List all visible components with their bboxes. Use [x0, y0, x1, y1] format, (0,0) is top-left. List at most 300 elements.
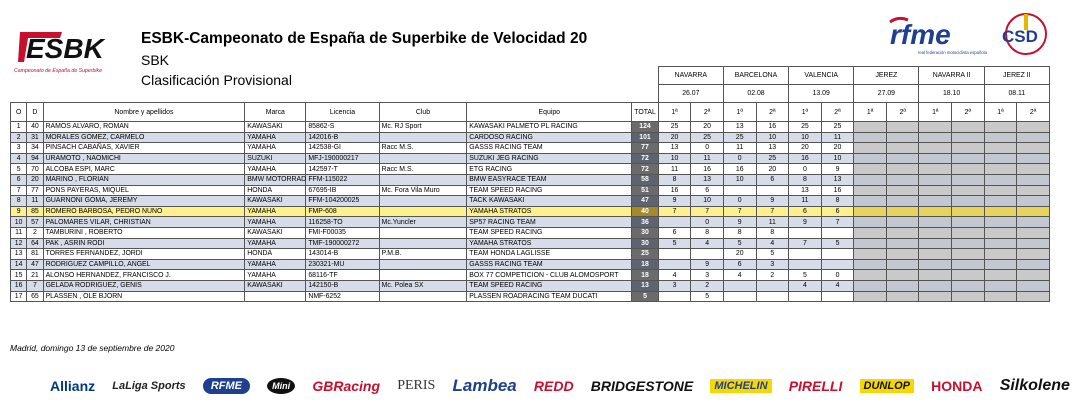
race-label: 1ª — [854, 103, 887, 122]
cell-brand: YAMAHA — [245, 206, 306, 217]
event-date: 18.10 — [919, 85, 984, 103]
cell-club — [379, 259, 467, 270]
cell-points: 2 — [691, 280, 724, 291]
cell-points: 4 — [821, 280, 854, 291]
cell-points — [952, 143, 985, 154]
cell-license: FMP-608 — [306, 206, 379, 217]
table-row — [11, 227, 1050, 238]
cell-license: 116258-TO — [306, 217, 379, 228]
cell-points — [984, 227, 1017, 238]
cell-club — [379, 132, 467, 143]
cell-name: ALCOBA ESPI, MARC — [43, 164, 245, 175]
cell-total: 40 — [632, 206, 658, 217]
esbk-logo-sub: Campeonato de España de Superbike — [14, 68, 102, 74]
cell-team: CARDOSO RACING — [467, 132, 632, 143]
cell-points: 13 — [723, 122, 756, 133]
cell-points: 2 — [756, 270, 789, 281]
cell-team: YAMAHA STRATOS — [467, 206, 632, 217]
cell-name: MARINO , FLORIAN — [43, 174, 245, 185]
cell-points: 6 — [821, 206, 854, 217]
cell-license: 142150-B — [306, 280, 379, 291]
cell-o: 4 — [11, 153, 27, 164]
cell-points: 25 — [658, 122, 691, 133]
cell-points — [1017, 196, 1050, 207]
event-date: 02.08 — [723, 85, 788, 103]
cell-points — [952, 270, 985, 281]
cell-total: 25 — [632, 249, 658, 260]
cell-brand: YAMAHA — [245, 143, 306, 154]
table-row — [11, 217, 1050, 228]
sponsor-logo: Mini — [267, 378, 295, 394]
cell-name: MORALES GOMEZ, CARMELO — [43, 132, 245, 143]
cell-points — [886, 227, 919, 238]
cell-points — [1017, 280, 1050, 291]
table-row — [11, 238, 1050, 249]
cell-points: 9 — [723, 217, 756, 228]
cell-points — [658, 217, 691, 228]
cell-name: GELADA RODRIGUEZ, GENIS — [43, 280, 245, 291]
cell-points — [919, 122, 952, 133]
cell-club: Mc. Fora Vila Muro — [379, 185, 467, 196]
cell-points — [952, 227, 985, 238]
table-row — [11, 206, 1050, 217]
col-header-brand: Marca — [245, 103, 306, 122]
cell-points — [886, 185, 919, 196]
cell-points — [1017, 249, 1050, 260]
cell-points — [886, 122, 919, 133]
cell-points: 5 — [723, 238, 756, 249]
cell-points: 9 — [658, 196, 691, 207]
cell-total: 30 — [632, 238, 658, 249]
cell-points — [1017, 122, 1050, 133]
table-row — [11, 164, 1050, 175]
cell-points: 4 — [789, 280, 822, 291]
cell-club: Mc. RJ Sport — [379, 122, 467, 133]
cell-points: 11 — [821, 132, 854, 143]
cell-points — [984, 174, 1017, 185]
cell-o: 6 — [11, 174, 27, 185]
cell-brand: KAWASAKI — [245, 196, 306, 207]
cell-points: 5 — [691, 291, 724, 302]
cell-name: GUARNONI GOMA, JEREMY — [43, 196, 245, 207]
sponsor-logo: BRIDGESTONE — [590, 378, 694, 394]
cell-points: 8 — [821, 196, 854, 207]
cell-points: 25 — [789, 122, 822, 133]
cell-points: 20 — [756, 164, 789, 175]
cell-points — [1017, 227, 1050, 238]
cell-points: 16 — [691, 164, 724, 175]
sponsor-logo: Allianz — [50, 378, 96, 394]
cell-points — [984, 132, 1017, 143]
cell-points — [821, 259, 854, 270]
cell-points: 3 — [658, 280, 691, 291]
cell-o: 1 — [11, 122, 27, 133]
cell-brand: YAMAHA — [245, 259, 306, 270]
cell-points: 4 — [691, 238, 724, 249]
cell-total: 51 — [632, 185, 658, 196]
cell-brand: HONDA — [245, 249, 306, 260]
sponsor-logo: MICHELIN — [710, 379, 771, 393]
race-label: 2ª — [952, 103, 985, 122]
cell-points — [984, 280, 1017, 291]
cell-points — [984, 249, 1017, 260]
cell-points: 0 — [723, 196, 756, 207]
cell-points — [886, 164, 919, 175]
cell-points — [952, 122, 985, 133]
cell-points: 16 — [658, 185, 691, 196]
cell-team: GASSS RACING TEAM — [467, 143, 632, 154]
cell-points — [821, 227, 854, 238]
event-date: 08.11 — [984, 85, 1049, 103]
cell-points — [854, 206, 887, 217]
cell-points — [1017, 132, 1050, 143]
cell-d: 31 — [27, 132, 43, 143]
cell-points — [756, 280, 789, 291]
sponsor-logo: GBRacing — [312, 378, 381, 394]
cell-points: 6 — [691, 185, 724, 196]
cell-points — [691, 249, 724, 260]
cell-brand: KAWASAKI — [245, 227, 306, 238]
cell-points — [952, 206, 985, 217]
cell-points — [854, 196, 887, 207]
cell-license: 142597-T — [306, 164, 379, 175]
cell-points: 25 — [821, 122, 854, 133]
cell-team: SP57 RACING TEAM — [467, 217, 632, 228]
cell-o: 15 — [11, 270, 27, 281]
cell-total: 5 — [632, 291, 658, 302]
cell-points: 25 — [723, 132, 756, 143]
cell-points — [821, 291, 854, 302]
cell-total: 72 — [632, 164, 658, 175]
cell-brand — [245, 291, 306, 302]
cell-points — [952, 238, 985, 249]
cell-brand: SUZUKI — [245, 153, 306, 164]
cell-points: 10 — [789, 132, 822, 143]
cell-points: 16 — [723, 164, 756, 175]
cell-points — [658, 291, 691, 302]
cell-points — [952, 249, 985, 260]
event-name: JEREZ II — [984, 67, 1049, 85]
cell-points: 20 — [821, 143, 854, 154]
event-date: 27.09 — [854, 85, 919, 103]
cell-points — [1017, 217, 1050, 228]
category-label: SBK — [141, 52, 170, 68]
cell-points: 13 — [658, 143, 691, 154]
event-name: NAVARRA — [658, 67, 723, 85]
cell-points — [789, 259, 822, 270]
cell-club — [379, 174, 467, 185]
table-row — [11, 132, 1050, 143]
cell-team: BMW EASYRACE TEAM — [467, 174, 632, 185]
cell-total: 13 — [632, 280, 658, 291]
cell-points: 3 — [756, 259, 789, 270]
cell-points — [723, 185, 756, 196]
cell-points — [854, 291, 887, 302]
cell-points — [854, 217, 887, 228]
cell-points: 4 — [658, 270, 691, 281]
cell-points: 20 — [691, 122, 724, 133]
col-header-license: Licencia — [306, 103, 379, 122]
cell-club: Mc.Yuncler — [379, 217, 467, 228]
cell-points — [984, 153, 1017, 164]
cell-brand: HONDA — [245, 185, 306, 196]
race-label: 2ª — [1017, 103, 1050, 122]
race-label: 2ª — [691, 103, 724, 122]
cell-name: PINSACH CABAÑAS, XAVIER — [43, 143, 245, 154]
cell-o: 2 — [11, 132, 27, 143]
cell-name: PLASSEN , OLE BJORN — [43, 291, 245, 302]
cell-team: PLASSEN ROADRACING TEAM DUCATI — [467, 291, 632, 302]
cell-points — [886, 291, 919, 302]
cell-points: 25 — [691, 132, 724, 143]
cell-brand: YAMAHA — [245, 164, 306, 175]
event-name: BARCELONA — [723, 67, 788, 85]
cell-license: NMF-6252 — [306, 291, 379, 302]
cell-team: KAWASAKI PALMETO PL RACING — [467, 122, 632, 133]
event-name: VALENCIA — [789, 67, 854, 85]
cell-points — [854, 249, 887, 260]
cell-license: 143014-B — [306, 249, 379, 260]
cell-name: RODRIGUEZ CAMPILLO, ANGEL — [43, 259, 245, 270]
cell-points: 5 — [789, 270, 822, 281]
column-header-row — [11, 103, 1050, 122]
race-label: 1ª — [984, 103, 1017, 122]
race-label: 1ª — [723, 103, 756, 122]
cell-points: 0 — [723, 153, 756, 164]
cell-points — [919, 249, 952, 260]
race-label: 1ª — [658, 103, 691, 122]
cell-name: PONS PAYERAS, MIQUEL — [43, 185, 245, 196]
cell-points — [919, 164, 952, 175]
event-dates-row — [11, 85, 1050, 103]
cell-d: 70 — [27, 164, 43, 175]
cell-points — [952, 132, 985, 143]
cell-points: 13 — [789, 185, 822, 196]
cell-name: TORRES FERNANDEZ, JORDI — [43, 249, 245, 260]
cell-o: 13 — [11, 249, 27, 260]
cell-points: 8 — [723, 227, 756, 238]
cell-points — [886, 270, 919, 281]
cell-brand: BMW MOTORRAD — [245, 174, 306, 185]
cell-total: 124 — [632, 122, 658, 133]
cell-points — [984, 164, 1017, 175]
cell-points: 20 — [723, 249, 756, 260]
cell-points — [1017, 238, 1050, 249]
cell-license: 85862-S — [306, 122, 379, 133]
cell-points — [984, 217, 1017, 228]
cell-points — [756, 185, 789, 196]
cell-points — [919, 132, 952, 143]
table-row — [11, 174, 1050, 185]
cell-d: 65 — [27, 291, 43, 302]
table-row — [11, 291, 1050, 302]
cell-name: TAMBURINI , ROBERTO — [43, 227, 245, 238]
cell-d: 94 — [27, 153, 43, 164]
cell-d: 20 — [27, 174, 43, 185]
cell-points — [919, 143, 952, 154]
cell-points — [984, 185, 1017, 196]
sponsor-logo: LaLiga Sports — [112, 380, 186, 392]
results-body — [11, 67, 1050, 302]
cell-points — [952, 153, 985, 164]
cell-club — [379, 196, 467, 207]
cell-team: YAMAHA STRATOS — [467, 238, 632, 249]
table-row — [11, 122, 1050, 133]
cell-points: 11 — [691, 153, 724, 164]
cell-points — [789, 227, 822, 238]
cell-points — [1017, 291, 1050, 302]
cell-points — [854, 164, 887, 175]
cell-points: 9 — [789, 217, 822, 228]
cell-club: Mc. Polea SX — [379, 280, 467, 291]
results-table — [10, 66, 1050, 302]
cell-points: 0 — [789, 164, 822, 175]
cell-points: 10 — [691, 196, 724, 207]
cell-points — [952, 291, 985, 302]
cell-points — [919, 270, 952, 281]
table-row — [11, 280, 1050, 291]
sponsor-logo: PIRELLI — [788, 378, 843, 394]
cell-points — [952, 196, 985, 207]
cell-points — [952, 259, 985, 270]
cell-d: 21 — [27, 270, 43, 281]
cell-points — [723, 280, 756, 291]
cell-license: 142016-B — [306, 132, 379, 143]
cell-club — [379, 227, 467, 238]
cell-points: 9 — [691, 259, 724, 270]
cell-license: 142538-GI — [306, 143, 379, 154]
cell-points: 13 — [821, 174, 854, 185]
cell-points: 5 — [756, 249, 789, 260]
cell-points — [1017, 270, 1050, 281]
cell-name: PALOMARES VILAR, CHRISTIAN — [43, 217, 245, 228]
cell-points — [952, 217, 985, 228]
cell-points — [1017, 143, 1050, 154]
esbk-logo-text: ESBK — [26, 33, 104, 64]
cell-points: 8 — [789, 174, 822, 185]
cell-points — [919, 196, 952, 207]
cell-club: Racc M.S. — [379, 143, 467, 154]
sponsor-logo: HONDA — [931, 378, 983, 394]
cell-points: 5 — [658, 238, 691, 249]
event-date: 13.09 — [789, 85, 854, 103]
cell-points — [886, 259, 919, 270]
cell-points — [1017, 174, 1050, 185]
cell-total: 47 — [632, 196, 658, 207]
cell-team: SUZUKI JEG RACING — [467, 153, 632, 164]
cell-points: 7 — [821, 217, 854, 228]
cell-points — [854, 185, 887, 196]
cell-d: 81 — [27, 249, 43, 260]
cell-points — [952, 185, 985, 196]
date-line: Madrid, domingo 13 de septiembre de 2020 — [10, 343, 175, 353]
cell-points — [854, 227, 887, 238]
cell-points: 8 — [691, 227, 724, 238]
col-header-d: D — [27, 103, 43, 122]
sponsor-logo: Silkolene — [999, 377, 1070, 394]
race-label: 1ª — [789, 103, 822, 122]
cell-brand: KAWASAKI — [245, 280, 306, 291]
race-label: 1ª — [919, 103, 952, 122]
sponsor-logo: DUNLOP — [860, 379, 914, 393]
cell-license: FMI-F00035 — [306, 227, 379, 238]
cell-points: 7 — [658, 206, 691, 217]
cell-points — [1017, 185, 1050, 196]
cell-d: 2 — [27, 227, 43, 238]
table-row — [11, 270, 1050, 281]
cell-team: TEAM SPEED RACING — [467, 227, 632, 238]
cell-o: 7 — [11, 185, 27, 196]
cell-points — [886, 132, 919, 143]
cell-points: 0 — [821, 270, 854, 281]
cell-points — [919, 259, 952, 270]
cell-o: 12 — [11, 238, 27, 249]
cell-points: 4 — [723, 270, 756, 281]
cell-points — [886, 217, 919, 228]
cell-points — [984, 143, 1017, 154]
sponsor-logo: REDD — [533, 378, 574, 394]
cell-points — [919, 206, 952, 217]
cell-license: 68116-TF — [306, 270, 379, 281]
cell-team: TEAM SPEED RACING — [467, 185, 632, 196]
cell-club: Racc M.S. — [379, 164, 467, 175]
cell-d: 85 — [27, 206, 43, 217]
cell-points — [821, 249, 854, 260]
cell-points: 8 — [756, 227, 789, 238]
cell-team: TEAM SPEED RACING — [467, 280, 632, 291]
cell-points: 20 — [658, 132, 691, 143]
cell-o: 11 — [11, 227, 27, 238]
col-header-name: Nombre y apellidos — [43, 103, 245, 122]
cell-total: 18 — [632, 270, 658, 281]
cell-points — [854, 174, 887, 185]
cell-name: PAK , ASRIN RODI — [43, 238, 245, 249]
cell-points — [886, 153, 919, 164]
cell-points: 10 — [821, 153, 854, 164]
cell-club — [379, 238, 467, 249]
cell-d: 57 — [27, 217, 43, 228]
cell-o: 9 — [11, 206, 27, 217]
race-label: 2ª — [821, 103, 854, 122]
cell-d: 64 — [27, 238, 43, 249]
cell-points: 8 — [658, 174, 691, 185]
cell-team: BOX 77 COMPETICION - CLUB ALOMOSPORT — [467, 270, 632, 281]
cell-total: 30 — [632, 227, 658, 238]
cell-points — [919, 174, 952, 185]
cell-brand: KAWASAKI — [245, 122, 306, 133]
sponsor-bar — [50, 370, 1070, 402]
event-date: 26.07 — [658, 85, 723, 103]
cell-points — [919, 291, 952, 302]
cell-points — [984, 238, 1017, 249]
sponsor-logo: Lambea — [452, 376, 517, 395]
cell-team: TEAM HONDA LAGLISSE — [467, 249, 632, 260]
rfme-logo — [888, 14, 987, 58]
cell-o: 3 — [11, 143, 27, 154]
col-header-club: Club — [379, 103, 467, 122]
cell-points: 11 — [789, 196, 822, 207]
cell-o: 14 — [11, 259, 27, 270]
cell-d: 77 — [27, 185, 43, 196]
cell-club — [379, 153, 467, 164]
cell-points — [1017, 153, 1050, 164]
cell-o: 10 — [11, 217, 27, 228]
cell-points — [919, 227, 952, 238]
cell-points — [854, 143, 887, 154]
cell-points: 11 — [723, 143, 756, 154]
page-title: ESBK-Campeonato de España de Superbike de Velocidad 20 — [141, 30, 588, 47]
classification-label: Clasificación Provisional — [141, 72, 292, 88]
